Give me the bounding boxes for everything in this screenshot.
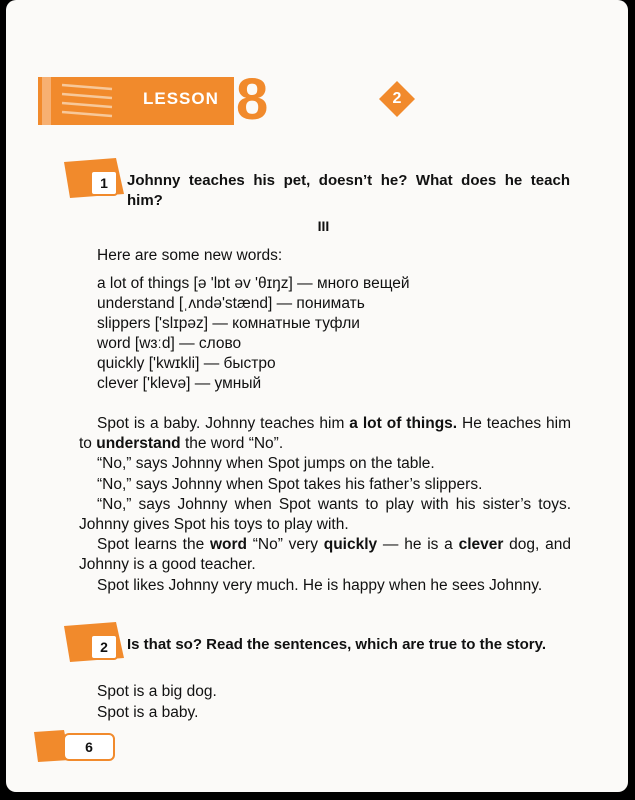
new-words-intro: Here are some new words:	[97, 247, 283, 264]
vocab-word: quickly	[97, 355, 145, 372]
lesson-number: 8	[236, 67, 269, 132]
vocab-translation: — быстро	[203, 355, 276, 372]
badge-number: 2	[392, 90, 402, 107]
story-keyword: a lot of things.	[349, 415, 458, 432]
vocab-transcription: [ə 'lɒt əv 'θɪŋz]	[193, 275, 293, 292]
sentence-item: Spot is a baby.	[97, 704, 199, 721]
story-paragraph: “No,” says Johnny when Spot takes his father’s slippers.	[97, 475, 483, 493]
task-1-number: 1	[90, 170, 118, 196]
banner-stripes-icon	[38, 77, 118, 125]
vocab-word: clever	[97, 375, 139, 392]
story-paragraph: “No,” says Johnny when Spot jumps on the table.	[97, 455, 435, 473]
textbook-page	[6, 0, 628, 792]
story-paragraph: Spot likes Johnny very much. He is happy when he sees Johnny.	[97, 576, 543, 594]
task-2-number: 2	[90, 634, 118, 660]
vocab-line	[97, 294, 365, 314]
vocab-word: understand	[97, 295, 175, 312]
story-run: the word “No”.	[180, 435, 284, 453]
story-run: — he is a	[377, 536, 459, 554]
page-number: 6	[63, 733, 115, 761]
story-keyword: word	[209, 536, 247, 554]
vocab-transcription: [wɜːd]	[134, 335, 175, 352]
lesson-label: LESSON	[143, 89, 219, 108]
story-keyword: understand	[96, 435, 181, 453]
story-keyword: clever	[458, 536, 504, 554]
vocab-word: a lot of things	[97, 275, 190, 292]
story-run: dog, and Johnny is a good teacher.	[79, 536, 571, 574]
vocab-translation: — понимать	[276, 295, 365, 312]
story-run: Spot learns the	[97, 536, 210, 554]
story-run: Spot is a baby. Johnny teaches him	[97, 415, 350, 432]
story-text	[79, 414, 571, 596]
story-run: “No” very	[247, 536, 324, 554]
story-paragraph	[79, 414, 571, 454]
vocab-transcription: ['kwɪkli]	[148, 355, 200, 372]
vocab-line	[97, 274, 410, 294]
story-keyword: quickly	[323, 536, 378, 554]
vocab-translation: — много вещей	[297, 275, 410, 292]
task-1-text: Johnny teaches his pet, doesn’t he? What does he teach him?	[127, 172, 570, 209]
vocab-transcription: ['klevə]	[142, 375, 191, 392]
vocab-word: slippers	[97, 315, 151, 332]
task-2-text: Is that so? Read the sentences, which are true to the story.	[127, 636, 546, 653]
vocab-line	[97, 374, 261, 394]
vocab-line	[97, 314, 360, 334]
story-paragraph	[79, 535, 571, 575]
story-paragraph: “No,” says Johnny when Spot wants to play with his sister’s toys. Johnny gives Spot his toys to play with.	[79, 495, 571, 534]
vocab-transcription: [ˌʌndə'stænd]	[178, 295, 273, 312]
vocab-word: word	[97, 335, 131, 352]
sentence-item: Spot is a big dog.	[97, 683, 217, 700]
story-run: He teaches him to	[79, 415, 572, 453]
vocab-translation: — комнатные туфли	[212, 315, 360, 332]
vocab-transcription: ['slɪpəz]	[154, 315, 209, 332]
vocab-line	[97, 334, 241, 354]
vocab-translation: — умный	[194, 375, 262, 392]
vocab-translation: — слово	[179, 335, 242, 352]
section-mark: III	[317, 218, 330, 234]
vocab-line	[97, 354, 276, 374]
